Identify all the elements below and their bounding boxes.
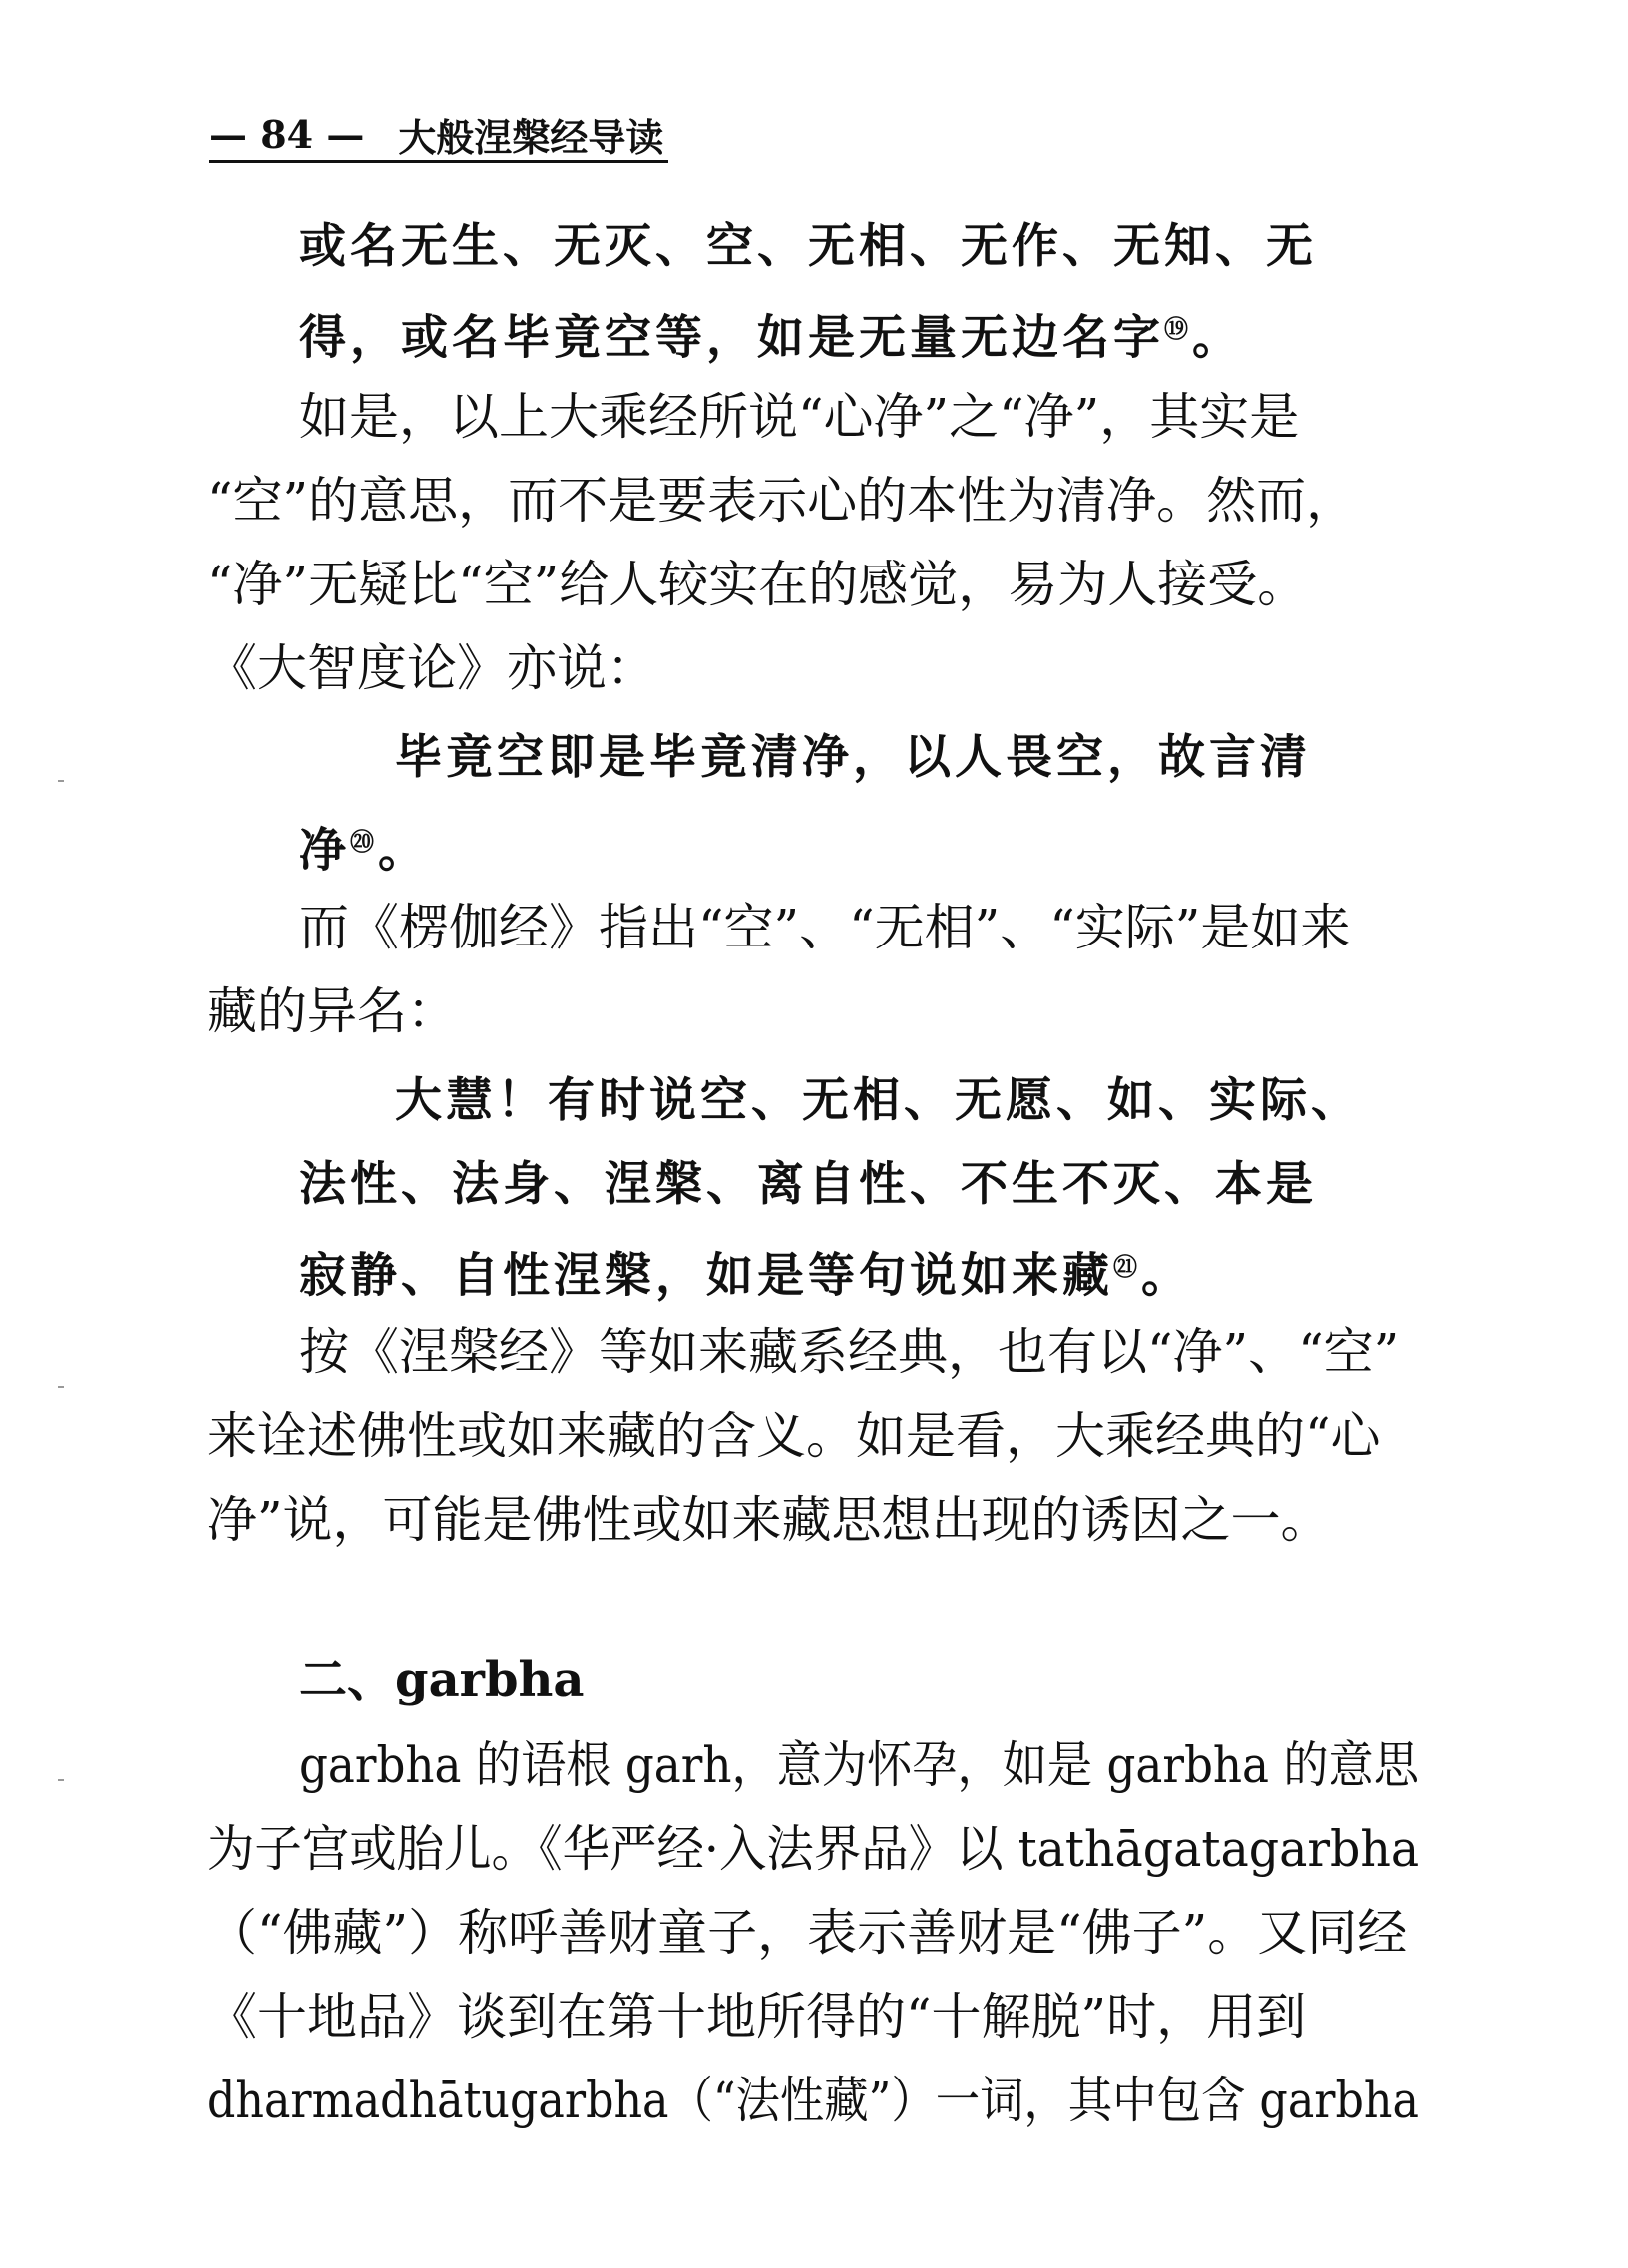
scan-mark <box>58 1779 64 1781</box>
scan-mark <box>58 780 64 782</box>
quote-line: 法性、法身、涅槃、离自性、不生不灭、本是 <box>299 1157 1317 1212</box>
footnote-marker: ⑲ <box>1164 314 1192 343</box>
body-line: （“佛藏”）称呼善财童子，表示善财是“佛子”。又同经 <box>207 1904 1408 1962</box>
quote-line: 大慧！有时说空、无相、无愿、如、实际、 <box>395 1073 1362 1128</box>
body-line: 来诠述佛性或如来藏的含义。如是看，大乘经典的“心 <box>207 1407 1381 1465</box>
quote-line: 或名无生、无灭、空、无相、无作、无知、无 <box>299 219 1317 274</box>
footnote-marker: ⑳ <box>350 827 378 856</box>
body-line: garbha 的语根 garh，意为怀孕，如是 garbha 的意思 <box>299 1736 1419 1794</box>
footnote-marker: ㉑ <box>1113 1252 1141 1281</box>
quote-line: 毕竟空即是毕竟清净，以人畏空，故言清 <box>395 730 1311 785</box>
body-line: dharmadhātugarbha（“法性藏”）一词，其中包含 garbha <box>207 2072 1419 2129</box>
body-line: “空”的意思，而不是要表示心的本性为清净。然而， <box>207 472 1357 530</box>
body-line: 《十地品》谈到在第十地所得的“十解脱”时，用到 <box>207 1988 1307 2046</box>
body-line: 而《楞伽经》指出“空”、“无相”、“实际”是如来 <box>299 899 1351 956</box>
body-line: 藏的异名： <box>207 982 457 1040</box>
body-line: 净”说，可能是佛性或如来藏思想出现的诱因之一。 <box>207 1491 1331 1549</box>
body-line: “净”无疑比“空”给人较实在的感觉，易为人接受。 <box>207 556 1308 613</box>
quote-line: 得，或名毕竟空等，如是无量无边名字⑲。 <box>299 310 1243 366</box>
scan-mark <box>58 1386 64 1388</box>
page-number: — 84 — <box>209 111 365 157</box>
quote-line: 寂静、自性涅槃，如是等句说如来藏$^㉑$。 <box>299 1248 1192 1304</box>
running-header <box>209 108 668 163</box>
book-title: 大般涅槃经导读 <box>398 114 664 160</box>
quote-line: 净⑳。 <box>299 823 429 879</box>
body-line: 为子宫或胎儿。《华严经·入法界品》以 tathāgatagarbha <box>207 1820 1420 1878</box>
body-line: 如是，以上大乘经所说“心净”之“净”，其实是 <box>299 388 1300 446</box>
section-heading: 二、garbha <box>299 1652 585 1707</box>
body-line: 《大智度论》亦说： <box>207 639 656 697</box>
body-line: 按《涅槃经》等如来藏系经典，也有以“净”、“空” <box>299 1323 1400 1381</box>
